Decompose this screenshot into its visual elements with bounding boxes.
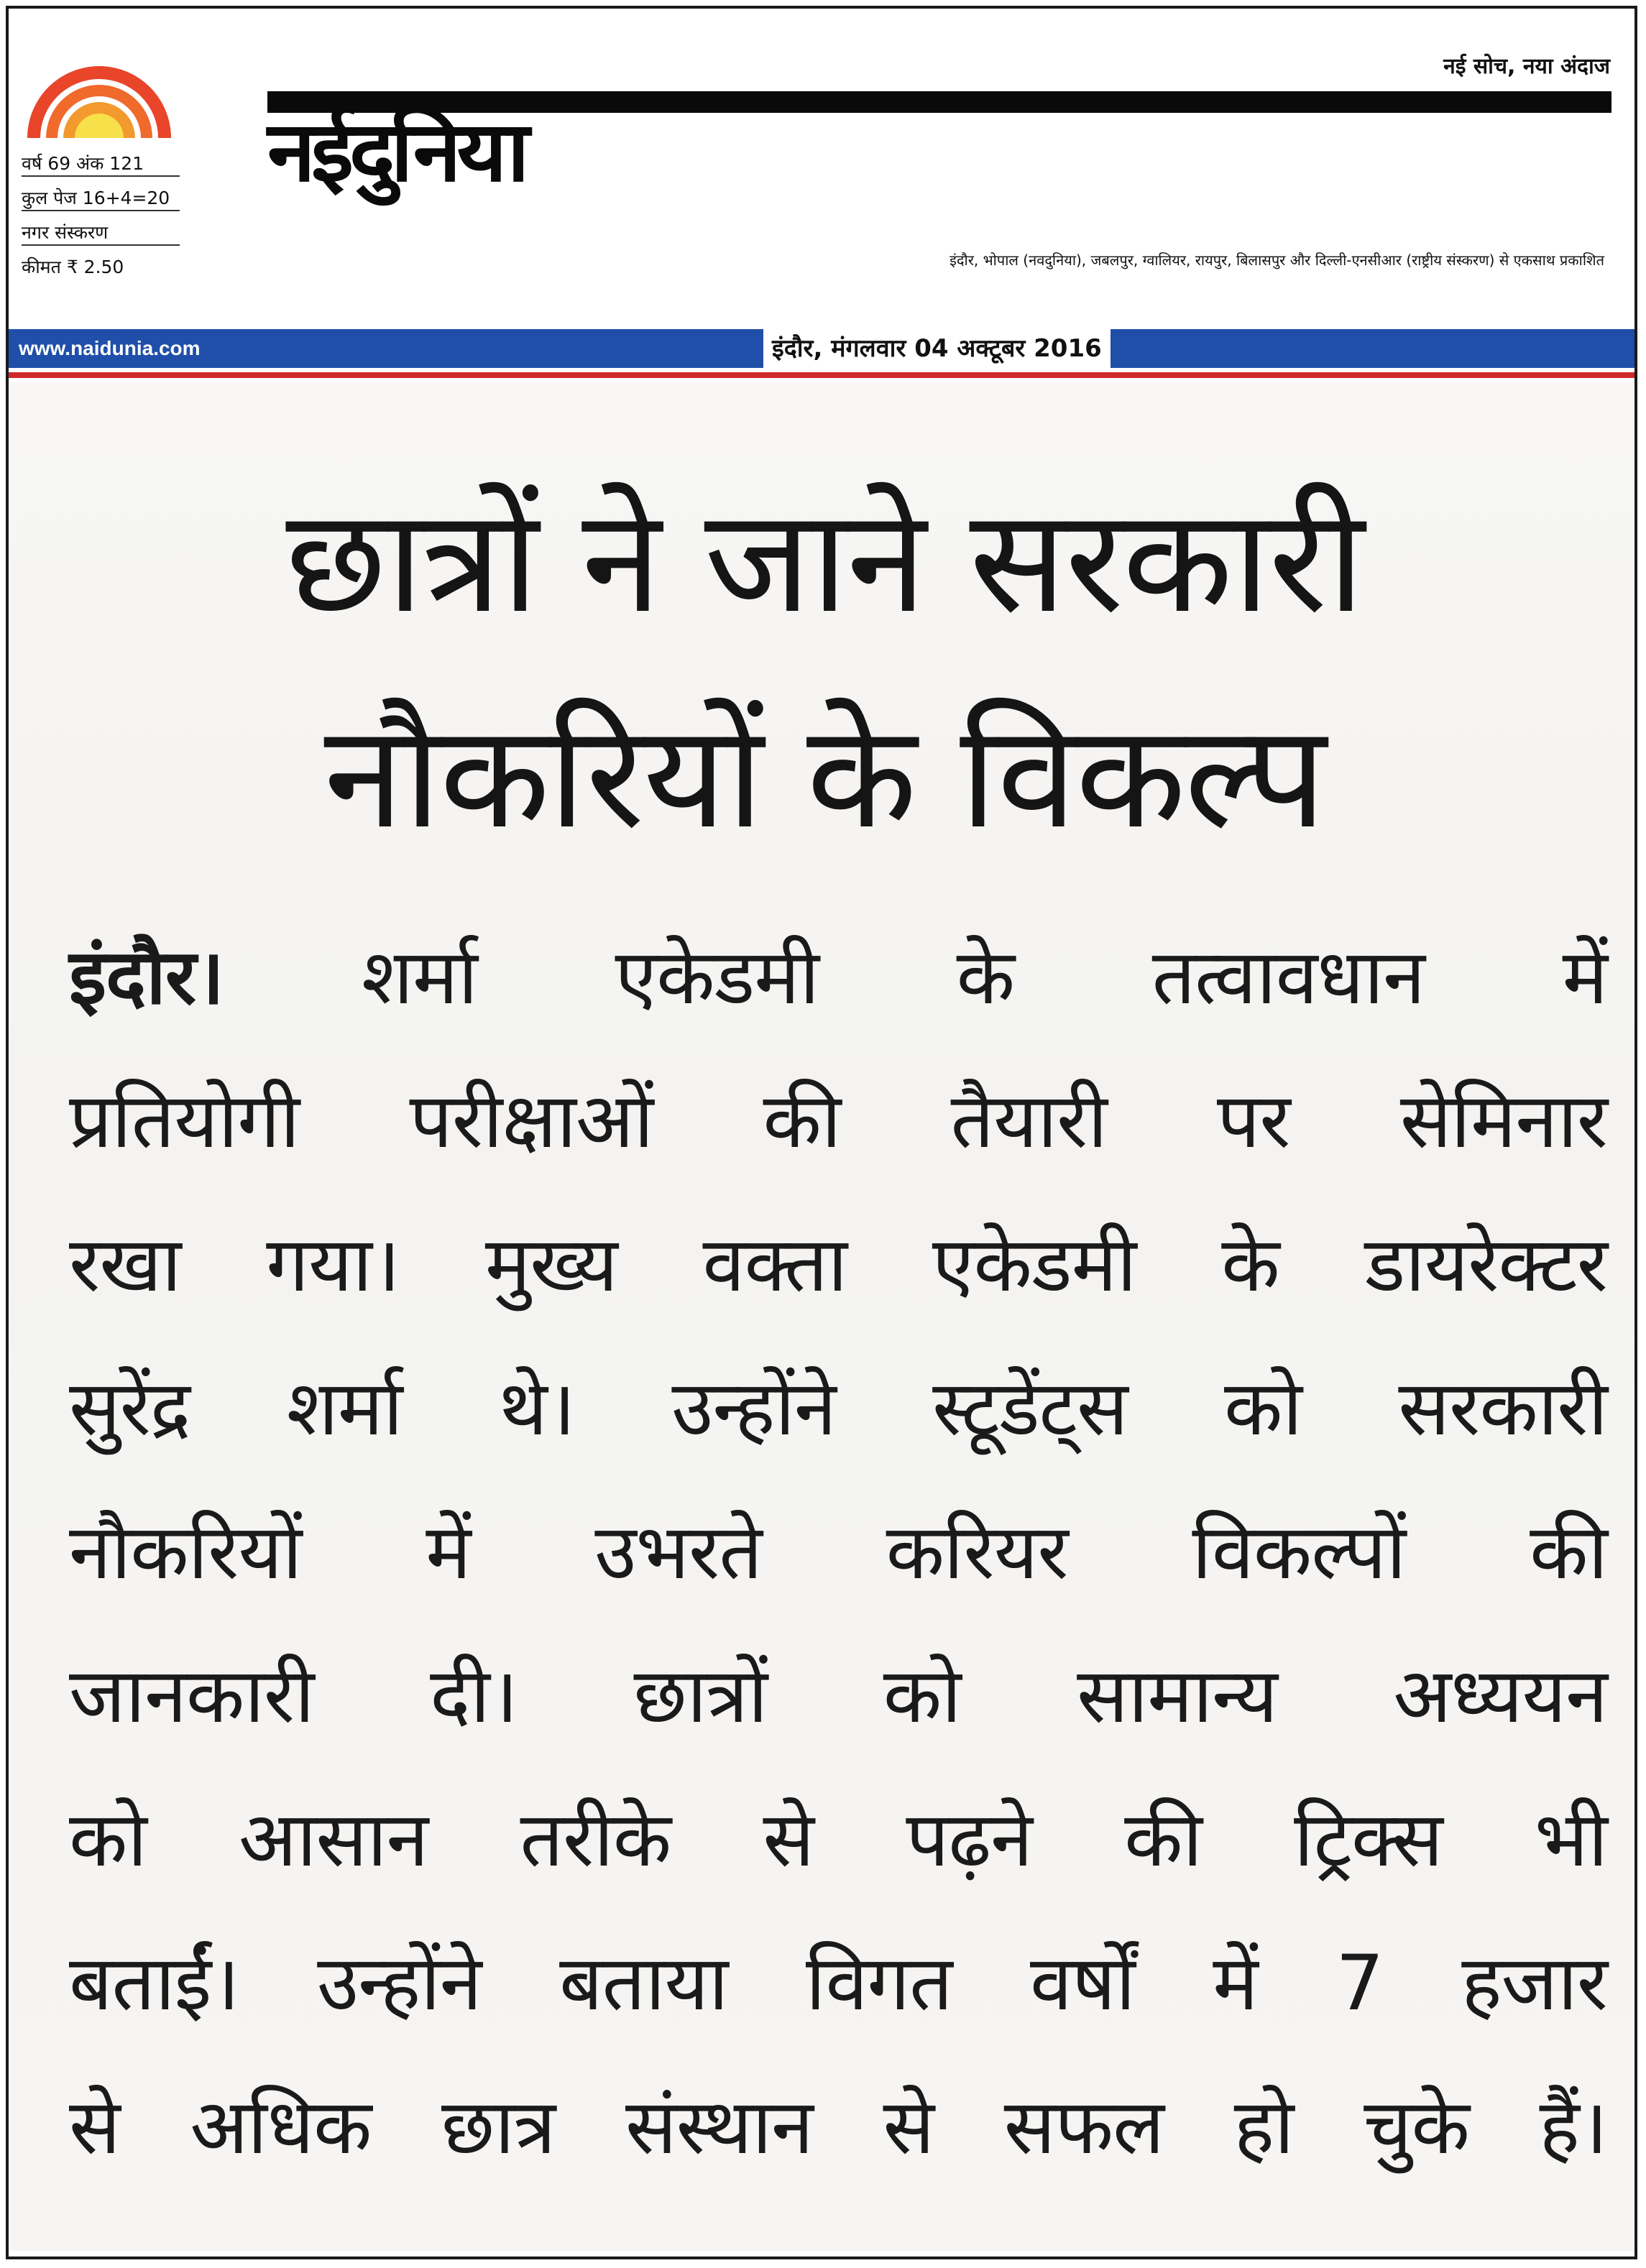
masthead [9, 9, 1634, 382]
body-line: बताईं। उन्होंने बताया विगत वर्षों में 7 हजार [69, 1939, 1607, 2027]
edition-line: कीमत ₹ 2.50 [22, 257, 124, 277]
tagline: नई सोच, नया अंदाज [1443, 54, 1610, 79]
body-line: रखा गया। मुख्य वक्ता एकेडमी के डायरेक्टर [69, 1220, 1607, 1309]
website-link[interactable]: www.naidunia.com [19, 337, 201, 359]
article-body [69, 905, 1607, 2199]
newspaper-nameplate: नईदुनिया [267, 103, 525, 200]
edition-line: नगर संस्करण [22, 216, 201, 250]
divider-rule [9, 372, 1634, 378]
body-line: से अधिक छात्र संस्थान से सफल हो चुके हैं। [69, 2083, 1607, 2171]
edition-line: कुल पेज 16+4=20 [22, 181, 201, 216]
body-line: को आसान तरीके से पढ़ने की ट्रिक्स भी [69, 1795, 1607, 1884]
dateline: इंदौर, मंगलवार 04 अक्टूबर 2016 [763, 329, 1111, 368]
news-article [9, 382, 1634, 2251]
body-line [69, 905, 1607, 1049]
body-line: सुरेंद्र शर्मा थे। उन्होंने स्टूडेंट्स को सरकारी [69, 1364, 1607, 1452]
body-line: जानकारी दी। छात्रों को सामान्य अध्ययन [69, 1651, 1607, 1740]
edition-cities: इंदौर, भोपाल (नवदुनिया), जबलपुर, ग्वालियर, रायपुर, बिलासपुर और दिल्ली-एनसीआर (राष्ट्रीय संस्करण) से एकसाथ प्रकाशित [950, 252, 1604, 269]
headline-line: नौकरियों के विकल्प [323, 693, 1325, 861]
article-lede: इंदौर। [69, 933, 224, 1021]
body-line: प्रतियोगी परीक्षाओं की तैयारी पर सेमिनार [69, 1077, 1607, 1165]
body-line: नौकरियों में उभरते करियर विकल्पों की [69, 1508, 1607, 1596]
body-line-text: शर्मा एकेडमी के तत्वावधान में [361, 933, 1607, 1021]
article-headline [52, 454, 1597, 885]
edition-info [22, 147, 201, 285]
edition-line: वर्ष 69 अंक 121 [22, 147, 201, 181]
newspaper-clipping [6, 6, 1637, 2259]
rising-sun-icon [20, 53, 178, 139]
headline-line: छात्रों ने जाने सरकारी [285, 478, 1364, 645]
